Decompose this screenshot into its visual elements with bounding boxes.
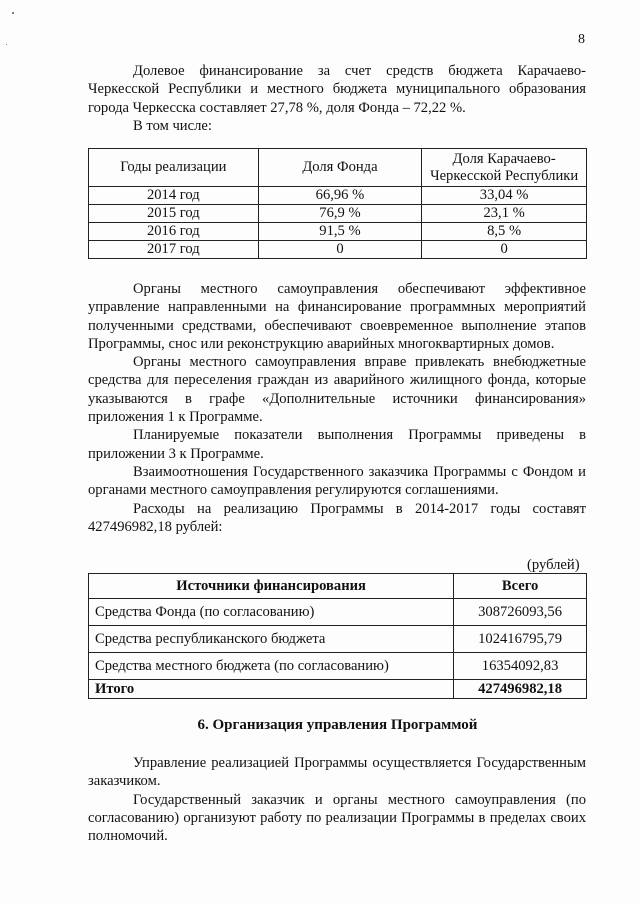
table-cell: 33,04 %: [422, 187, 587, 205]
table-cell: 91,5 %: [258, 223, 422, 241]
body-paragraphs: [88, 280, 586, 536]
paragraph-text: Органы местного самоуправления обеспечивают эффективное управление направленными на финансирование программных мероприятий полученными средствами, обеспечивают своевременное выполнение этапов Программы, снос или реконструкцию аварийных многоквартирных домов.: [88, 281, 586, 352]
table-row: [89, 626, 587, 653]
table-cell: 0: [258, 241, 422, 259]
table-cell: 16354092,83: [454, 653, 587, 680]
table-cell: 2014 год: [89, 187, 259, 205]
scan-speck: [12, 12, 14, 14]
paragraph-text: Долевое финансирование за счет средств бюджета Карачаево-Черкесской Республики и местного бюджета муниципального образования города Черкесска составляет 27,78 %, доля Фонда – 72,22 %.: [88, 63, 586, 116]
paragraph-text: Взаимоотношения Государственного заказчика Программы с Фондом и органами местного самоуправления регулируются соглашениями.: [88, 463, 586, 499]
shares-table: [88, 148, 587, 259]
paragraph-text: Расходы на реализацию Программы в 2014-2017 годы составят 427496982,18 рублей:: [88, 500, 586, 535]
funding-sources-table: [88, 573, 587, 699]
column-header: Всего: [454, 574, 587, 599]
table-cell: 76,9 %: [258, 205, 422, 223]
paragraph-text: Планируемые показатели выполнения Программы приведены в приложении 3 к Программе.: [88, 427, 586, 462]
table-total-row: [89, 680, 587, 699]
table-cell: 2017 год: [89, 241, 259, 259]
section-heading: 6. Организация управления Программой: [197, 717, 478, 733]
table-cell: 427496982,18: [454, 680, 587, 699]
table-cell: Средства Фонда (по согласованию): [89, 599, 454, 626]
table-cell: 2015 год: [89, 205, 259, 223]
table-row: [89, 187, 587, 205]
column-header: Источники финансирования: [89, 574, 454, 599]
table-cell: Средства местного бюджета (по согласованию): [89, 653, 454, 680]
table-cell: 66,96 %: [258, 187, 422, 205]
paragraph-intro: В том числе:: [133, 117, 212, 134]
table-cell: Итого: [89, 680, 454, 699]
paragraph-text: Государственный заказчик и органы местного самоуправления (по согласованию) организуют работу по реализации Программы в пределах своих полномочий.: [88, 791, 586, 845]
column-header: Доля Фонда: [258, 149, 422, 187]
table-cell: 8,5 %: [422, 223, 587, 241]
page-number: 8: [578, 32, 585, 47]
table-header-row: [89, 149, 587, 187]
column-header: Годы реализации: [89, 149, 259, 187]
table-row: [89, 223, 587, 241]
table-header-row: [89, 574, 587, 599]
table-row: [89, 205, 587, 223]
table-row: [89, 653, 587, 680]
table-cell: 2016 год: [89, 223, 259, 241]
table-cell: 308726093,56: [454, 599, 587, 626]
paragraph-cofinancing: [88, 62, 586, 135]
table-row: [89, 241, 587, 259]
paragraph-text: Управление реализацией Программы осуществляется Государственным заказчиком.: [88, 755, 586, 790]
table-cell: 0: [422, 241, 587, 259]
table-cell: 102416795,79: [454, 626, 587, 653]
scan-speck: [6, 44, 7, 45]
table-cell: Средства республиканского бюджета: [89, 626, 454, 653]
closing-paragraphs: [88, 754, 586, 845]
table-cell: 23,1 %: [422, 205, 587, 223]
column-header: Доля Карачаево-Черкесской Республики: [422, 149, 587, 187]
table-row: [89, 599, 587, 626]
paragraph-text: Органы местного самоуправления вправе привлекать внебюджетные средства для переселения граждан из аварийного жилищного фонда, которые указываются в графе «Дополнительные источники финансирования» приложения 1 к Программе.: [88, 354, 586, 426]
unit-label: (рублей): [527, 557, 580, 573]
